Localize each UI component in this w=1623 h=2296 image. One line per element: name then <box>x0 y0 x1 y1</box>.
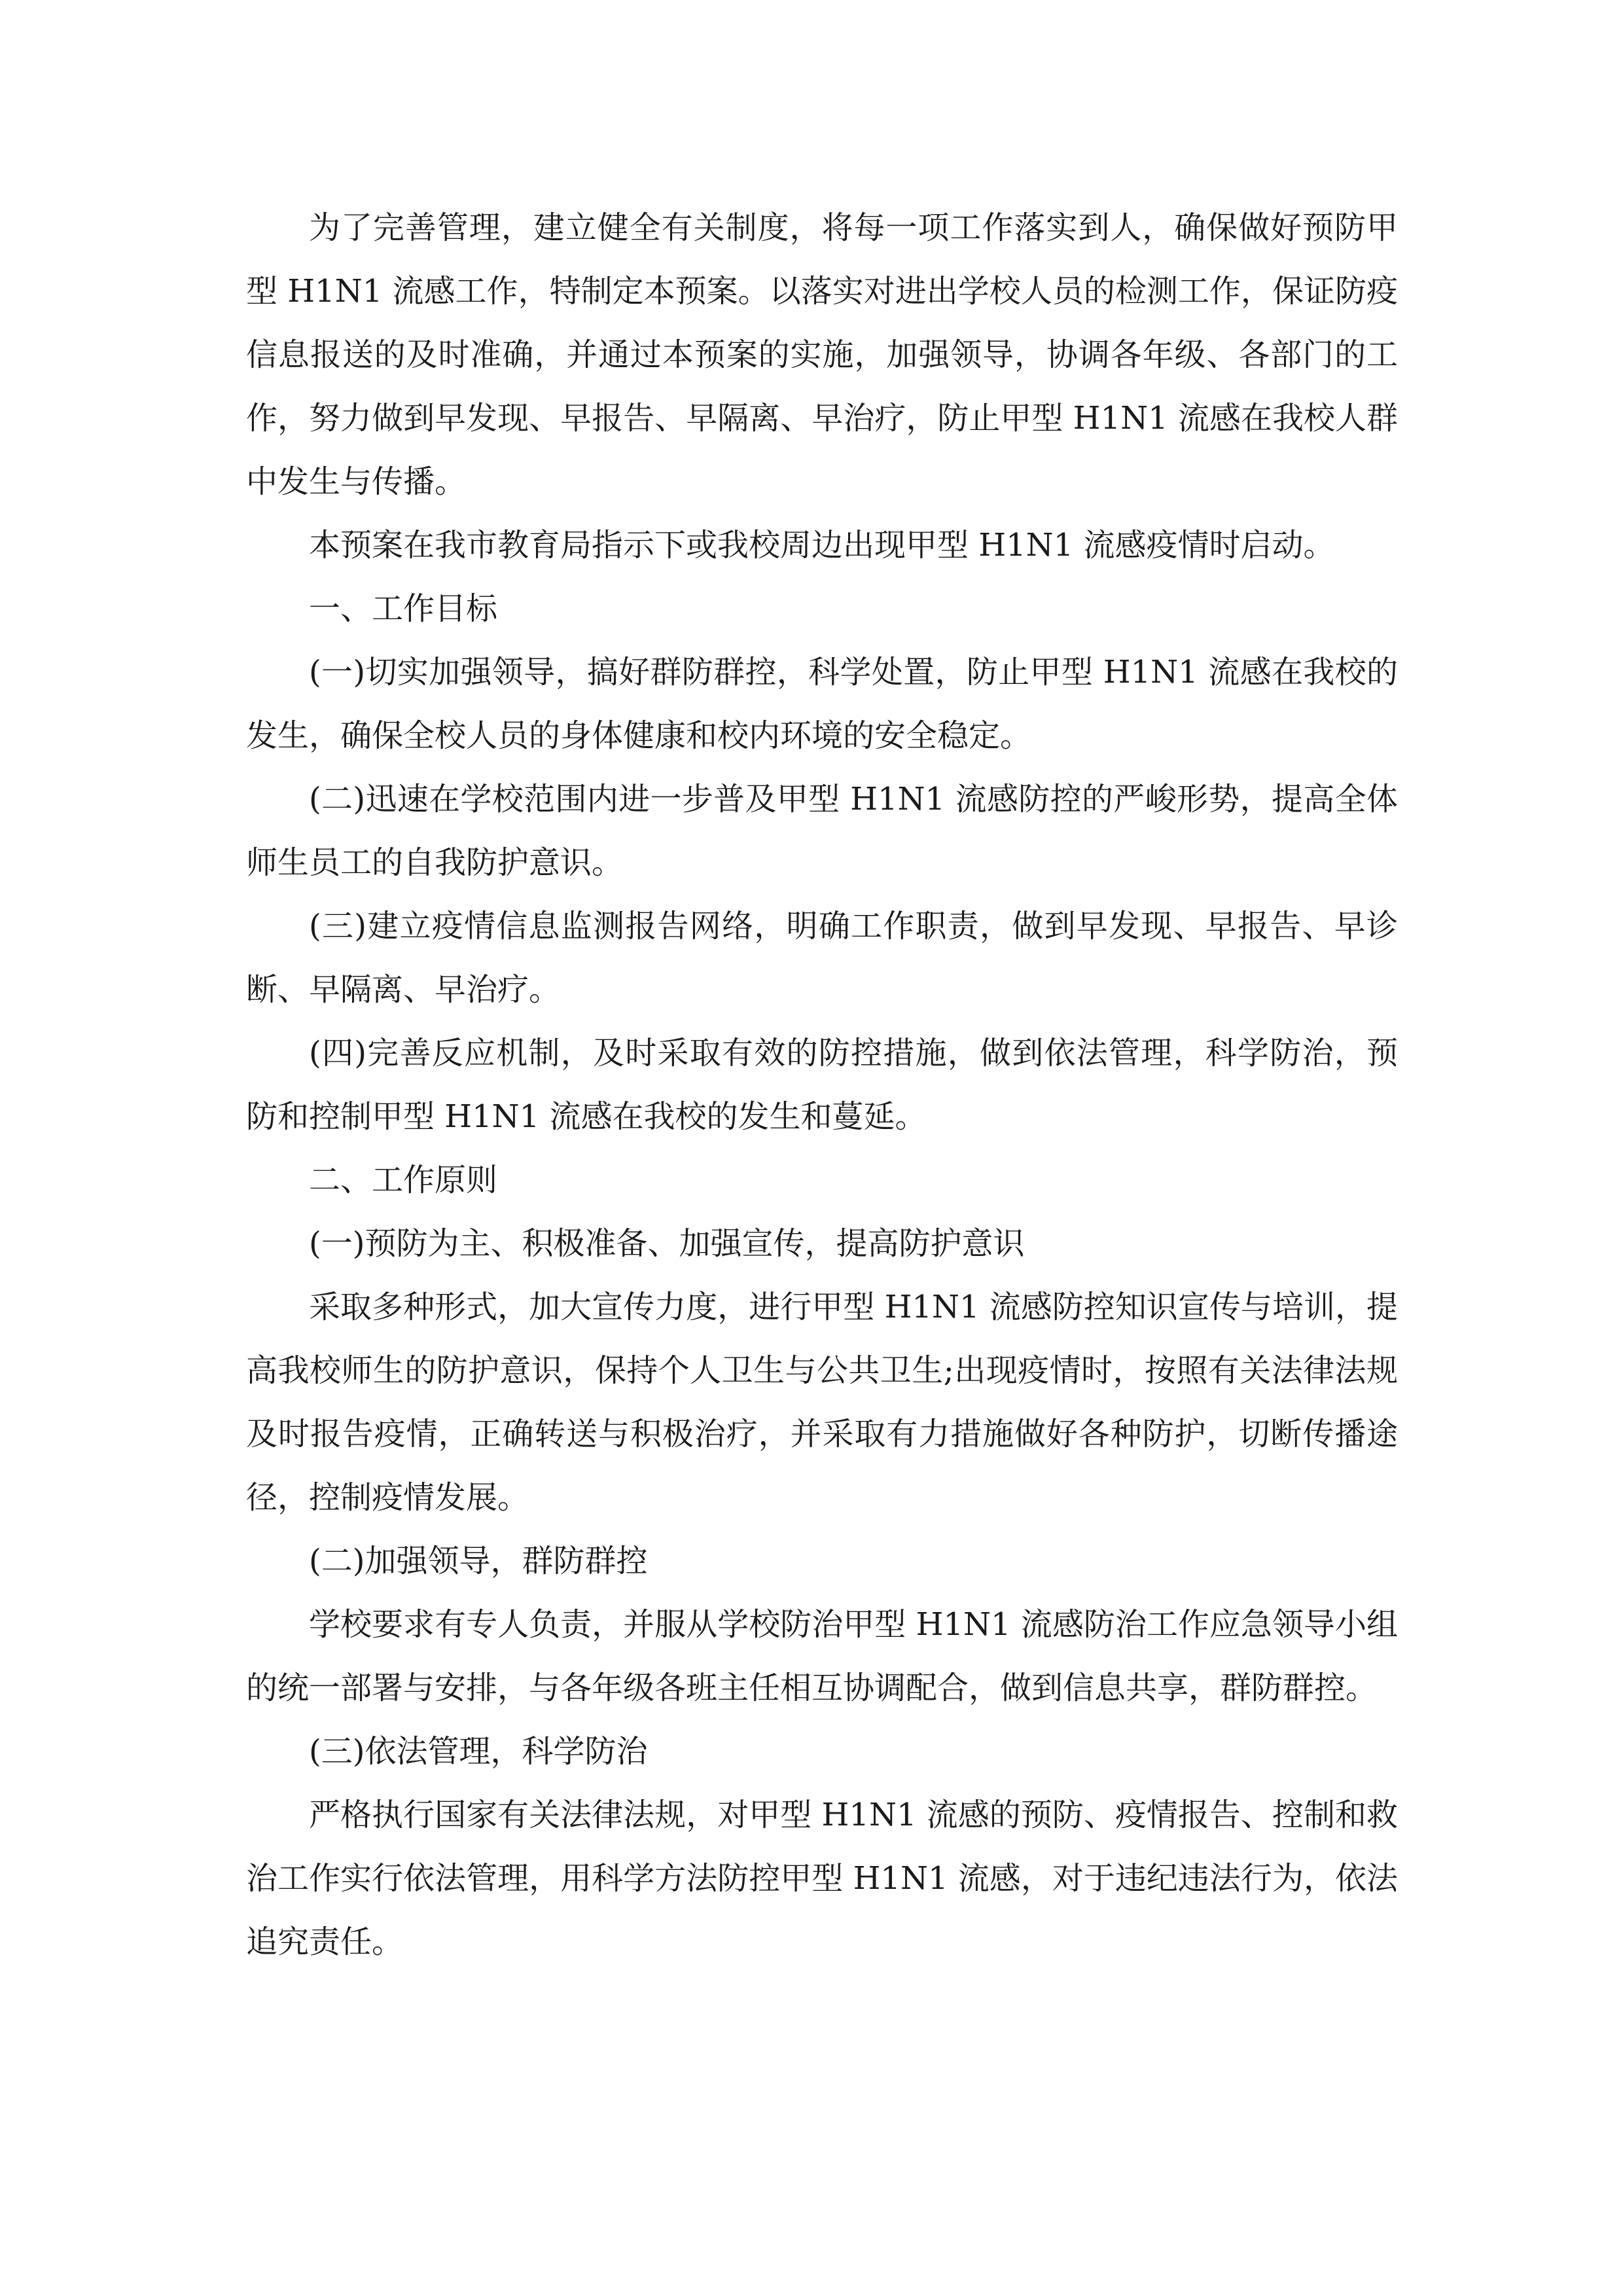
principle-body-1: 采取多种形式，加大宣传力度，进行甲型 H1N1 流感防控知识宣传与培训，提高我校师生的防护意识，保持个人卫生与公共卫生;出现疫情时，按照有关法律法规及时报告疫情，正确转送与积极治疗，并采取有力措施做好各种防护，切断传播途径，控制疫情发展。 <box>246 1289 1398 1516</box>
principle-body-2: 学校要求有专人负责，并服从学校防治甲型 H1N1 流感防治工作应急领导小组的统一部署与安排，与各年级各班主任相互协调配合，做到信息共享，群防群控。 <box>246 1606 1398 1706</box>
principle-heading-3: (三)依法管理，科学防治 <box>309 1733 648 1770</box>
goal-item-4: (四)完善反应机制，及时采取有效的防控措施，做到依法管理，科学防治，预防和控制甲型 H1N1 流感在我校的发生和蔓延。 <box>246 1035 1398 1135</box>
section-heading-goals: 一、工作目标 <box>309 590 498 627</box>
principle-heading-1: (一)预防为主、积极准备、加强宣传，提高防护意识 <box>309 1225 1025 1262</box>
principle-heading-2: (二)加强领导，群防群控 <box>309 1543 648 1579</box>
goal-item-1: (一)切实加强领导，搞好群防群控，科学处置，防止甲型 H1N1 流感在我校的发生，确保全校人员的身体健康和校内环境的安全稳定。 <box>246 654 1398 754</box>
section-heading-principles: 二、工作原则 <box>309 1162 498 1198</box>
goal-item-2: (二)迅速在学校范围内进一步普及甲型 H1N1 流感防控的严峻形势，提高全体师生员工的自我防护意识。 <box>246 781 1398 881</box>
principle-body-3: 严格执行国家有关法律法规，对甲型 H1N1 流感的预防、疫情报告、控制和救治工作实行依法管理，用科学方法防控甲型 H1N1 流感，对于违纪违法行为，依法追究责任。 <box>246 1797 1398 1960</box>
goal-item-3: (三)建立疫情信息监测报告网络，明确工作职责，做到早发现、早报告、早诊断、早隔离、早治疗。 <box>246 908 1398 1008</box>
paragraph-intro: 为了完善管理，建立健全有关制度，将每一项工作落实到人，确保做好预防甲型 H1N1 流感工作，特制定本预案。以落实对进出学校人员的检测工作，保证防疫信息报送的及时准确，并通过本预案的实施，加强领导，协调各年级、各部门的工作，努力做到早发现、早报告、早隔离、早治疗，防止甲型 H1N1 流感在我校人群中发生与传播。 <box>246 209 1398 500</box>
document-body <box>246 196 1398 1974</box>
paragraph-activation: 本预案在我市教育局指示下或我校周边出现甲型 H1N1 流感疫情时启动。 <box>309 527 1335 564</box>
